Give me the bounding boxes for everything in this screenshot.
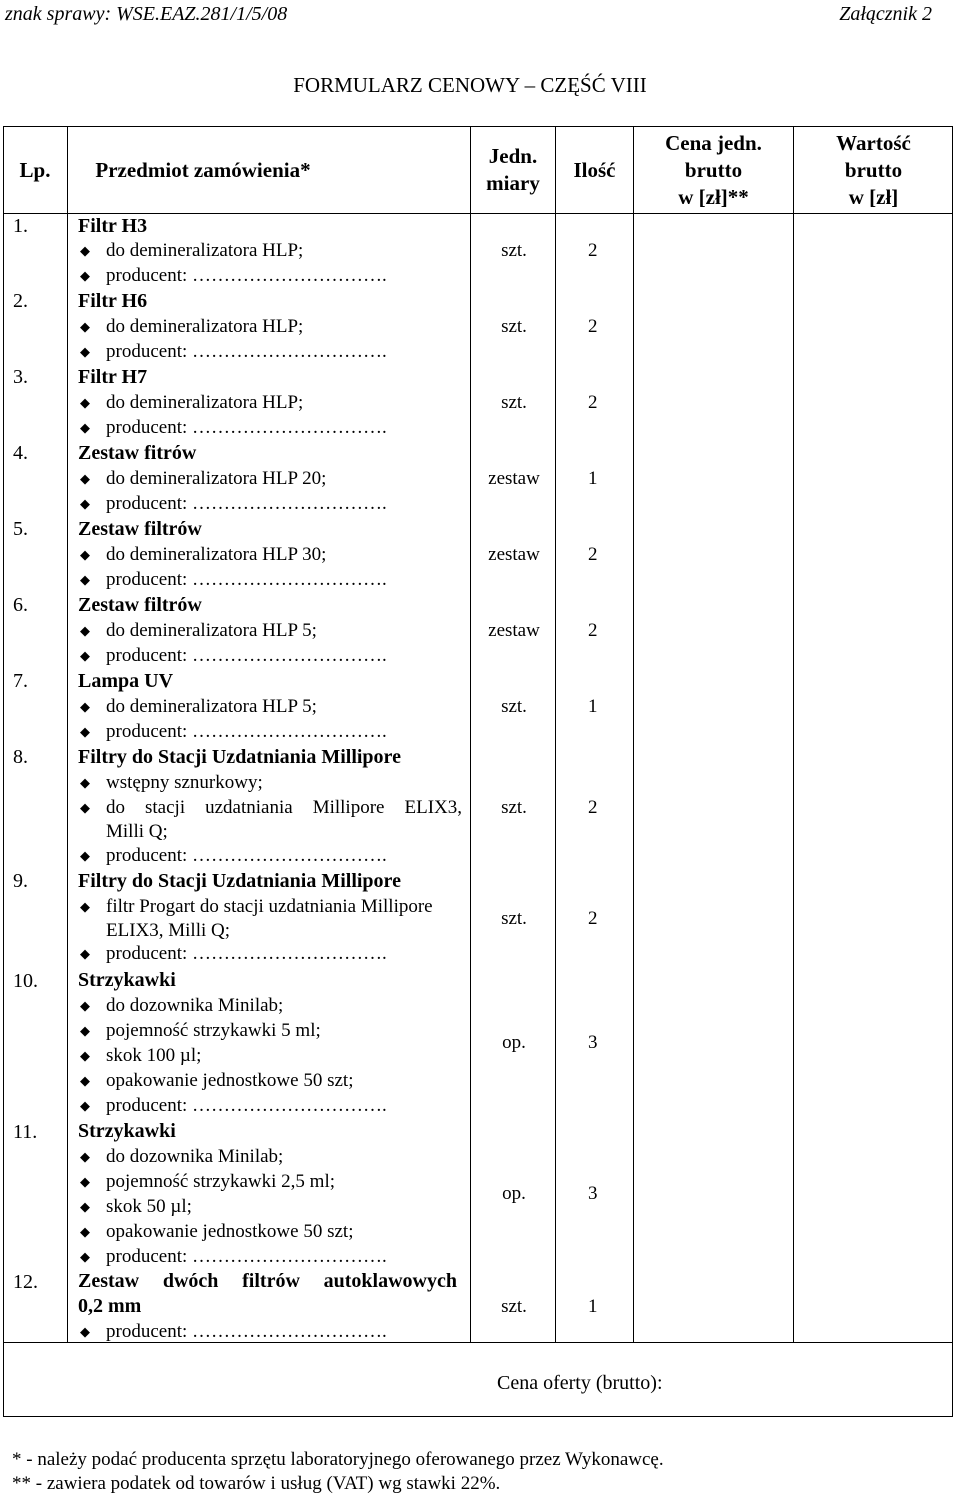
item-unit: szt.	[501, 240, 527, 261]
item-detail: skok 100 µl;	[106, 1045, 202, 1066]
bullet-diamond-icon: ◆	[80, 572, 90, 587]
header-divider	[3, 213, 953, 214]
item-unit: szt.	[501, 1296, 527, 1317]
bullet-diamond-icon: ◆	[80, 319, 90, 334]
item-unit: zestaw	[488, 544, 540, 565]
col-header-value-line1: Wartość	[836, 131, 911, 155]
bullet-diamond-icon: ◆	[80, 496, 90, 511]
offer-total-label: Cena oferty (brutto):	[497, 1372, 663, 1394]
col-header-unit-price-line3: w [zł]**	[678, 185, 749, 209]
item-producer: producent: ………………………….	[106, 645, 387, 666]
footnote: ** - zawiera podatek od towarów i usług (VAT) wg stawki 22%.	[12, 1473, 501, 1494]
col-header-qty: Ilość	[573, 158, 616, 182]
item-producer: producent: ………………………….	[106, 1246, 387, 1267]
item-qty: 2	[588, 392, 598, 413]
item-detail: do dozownika Minilab;	[106, 1146, 284, 1167]
col-header-unit-line1: Jedn.	[488, 144, 538, 168]
col-header-unit-price-line2: brutto	[684, 158, 743, 182]
case-number: znak sprawy: WSE.EAZ.281/1/5/08	[5, 3, 288, 25]
bullet-diamond-icon: ◆	[80, 1324, 90, 1339]
item-qty: 1	[588, 1296, 598, 1317]
bullet-diamond-icon: ◆	[80, 344, 90, 359]
item-title: Strzykawki	[78, 1120, 176, 1142]
item-title: Zestaw fitrów	[78, 442, 197, 464]
item-qty: 2	[588, 316, 598, 337]
bullet-diamond-icon: ◆	[80, 1224, 90, 1239]
attachment-label: Załącznik 2	[839, 3, 932, 25]
item-qty: 2	[588, 797, 598, 818]
item-unit: szt.	[501, 316, 527, 337]
item-title: Filtry do Stacji Uzdatniania Millipore	[78, 870, 401, 892]
item-lp: 2.	[13, 290, 28, 312]
item-detail: opakowanie jednostkowe 50 szt;	[106, 1070, 354, 1091]
bullet-diamond-icon: ◆	[80, 998, 90, 1013]
item-unit: op.	[502, 1032, 526, 1053]
column-divider	[470, 126, 471, 1343]
item-title: Filtr H6	[78, 290, 148, 312]
item-producer: producent: ………………………….	[106, 1321, 387, 1342]
bullet-diamond-icon: ◆	[80, 1048, 90, 1063]
form-title: FORMULARZ CENOWY – CZĘŚĆ VIII	[293, 73, 647, 97]
bullet-diamond-icon: ◆	[80, 420, 90, 435]
bullet-diamond-icon: ◆	[80, 1073, 90, 1088]
item-detail: pojemność strzykawki 2,5 ml;	[106, 1171, 336, 1192]
item-lp: 9.	[13, 870, 28, 892]
item-qty: 2	[588, 544, 598, 565]
item-detail: do demineralizatora HLP 20;	[106, 468, 327, 489]
item-qty: 1	[588, 696, 598, 717]
item-lp: 8.	[13, 746, 28, 768]
item-qty: 2	[588, 240, 598, 261]
item-detail: do stacji uzdatniania Millipore ELIX3,	[106, 797, 462, 818]
item-detail-continued: ELIX3, Milli Q;	[106, 920, 231, 941]
item-title: Lampa UV	[78, 670, 174, 692]
column-divider	[793, 126, 794, 1343]
col-header-unit	[471, 143, 555, 197]
item-producer: producent: ………………………….	[106, 569, 387, 590]
bullet-diamond-icon: ◆	[80, 1199, 90, 1214]
bullet-diamond-icon: ◆	[80, 899, 90, 914]
col-header-subject: Przedmiot zamówienia*	[95, 158, 311, 182]
item-detail: do demineralizatora HLP 30;	[106, 544, 327, 565]
bullet-diamond-icon: ◆	[80, 1023, 90, 1038]
bullet-diamond-icon: ◆	[80, 775, 90, 790]
item-unit: szt.	[501, 797, 527, 818]
col-header-unit-line2: miary	[486, 171, 540, 195]
bullet-diamond-icon: ◆	[80, 471, 90, 486]
item-lp: 10.	[13, 970, 38, 992]
bullet-diamond-icon: ◆	[80, 848, 90, 863]
item-lp: 6.	[13, 594, 28, 616]
item-detail: do demineralizatora HLP 5;	[106, 620, 317, 641]
item-producer: producent: ………………………….	[106, 845, 387, 866]
item-lp: 1.	[13, 215, 28, 237]
item-lp: 4.	[13, 442, 28, 464]
bullet-diamond-icon: ◆	[80, 1098, 90, 1113]
item-producer: producent: ………………………….	[106, 417, 387, 438]
item-detail: do demineralizatora HLP;	[106, 316, 304, 337]
item-unit: op.	[502, 1183, 526, 1204]
item-lp: 3.	[13, 366, 28, 388]
item-detail: filtr Progart do stacji uzdatniania Millipore	[106, 896, 433, 917]
bullet-diamond-icon: ◆	[80, 648, 90, 663]
item-qty: 1	[588, 468, 598, 489]
item-unit: zestaw	[488, 468, 540, 489]
item-lp: 11.	[13, 1121, 38, 1143]
bullet-diamond-icon: ◆	[80, 800, 90, 815]
item-detail: do dozownika Minilab;	[106, 995, 284, 1016]
item-qty: 2	[588, 908, 598, 929]
item-title-continued: 0,2 mm	[78, 1295, 142, 1317]
item-detail-continued: Milli Q;	[106, 821, 168, 842]
item-detail: do demineralizatora HLP 5;	[106, 696, 317, 717]
bullet-diamond-icon: ◆	[80, 699, 90, 714]
bullet-diamond-icon: ◆	[80, 1174, 90, 1189]
item-qty: 3	[588, 1183, 598, 1204]
item-unit: szt.	[501, 908, 527, 929]
bullet-diamond-icon: ◆	[80, 243, 90, 258]
item-unit: zestaw	[488, 620, 540, 641]
item-producer: producent: ………………………….	[106, 493, 387, 514]
bullet-diamond-icon: ◆	[80, 268, 90, 283]
item-detail: do demineralizatora HLP;	[106, 240, 304, 261]
col-header-lp: Lp.	[19, 158, 51, 182]
column-divider	[555, 126, 556, 1343]
item-title: Filtr H7	[78, 366, 148, 388]
bullet-diamond-icon: ◆	[80, 1149, 90, 1164]
item-title: Strzykawki	[78, 969, 176, 991]
item-detail: do demineralizatora HLP;	[106, 392, 304, 413]
col-header-unit-price-line1: Cena jedn.	[665, 131, 762, 155]
item-unit: szt.	[501, 392, 527, 413]
footnotes	[12, 1448, 664, 1496]
item-detail: opakowanie jednostkowe 50 szt;	[106, 1221, 354, 1242]
item-detail: pojemność strzykawki 5 ml;	[106, 1020, 321, 1041]
item-title: Zestaw dwóch filtrów autoklawowych	[78, 1270, 457, 1292]
bullet-diamond-icon: ◆	[80, 724, 90, 739]
item-title: Filtr H3	[78, 215, 148, 237]
item-lp: 7.	[13, 670, 28, 692]
item-producer: producent: ………………………….	[106, 721, 387, 742]
bullet-diamond-icon: ◆	[80, 547, 90, 562]
item-lp: 5.	[13, 518, 28, 540]
item-title: Zestaw filtrów	[78, 594, 202, 616]
item-producer: producent: ………………………….	[106, 943, 387, 964]
item-producer: producent: ………………………….	[106, 341, 387, 362]
item-title: Filtry do Stacji Uzdatniania Millipore	[78, 746, 401, 768]
item-unit: szt.	[501, 696, 527, 717]
item-producer: producent: ………………………….	[106, 1095, 387, 1116]
bullet-diamond-icon: ◆	[80, 946, 90, 961]
item-qty: 3	[588, 1032, 598, 1053]
bullet-diamond-icon: ◆	[80, 623, 90, 638]
footnote: * - należy podać producenta sprzętu laboratoryjnego oferowanego przez Wykonawcę.	[12, 1449, 664, 1470]
col-header-value-line3: w [zł]	[848, 185, 899, 209]
bullet-diamond-icon: ◆	[80, 395, 90, 410]
item-qty: 2	[588, 620, 598, 641]
item-detail: skok 50 µl;	[106, 1196, 192, 1217]
item-detail: wstępny sznurkowy;	[106, 772, 263, 793]
column-divider	[67, 126, 68, 1343]
item-lp: 12.	[13, 1271, 38, 1293]
bullet-diamond-icon: ◆	[80, 1249, 90, 1264]
item-producer: producent: ………………………….	[106, 265, 387, 286]
col-header-value-line2: brutto	[844, 158, 903, 182]
column-divider	[633, 126, 634, 1343]
col-header-value	[794, 130, 953, 211]
item-title: Zestaw filtrów	[78, 518, 202, 540]
col-header-unit-price	[634, 130, 793, 211]
